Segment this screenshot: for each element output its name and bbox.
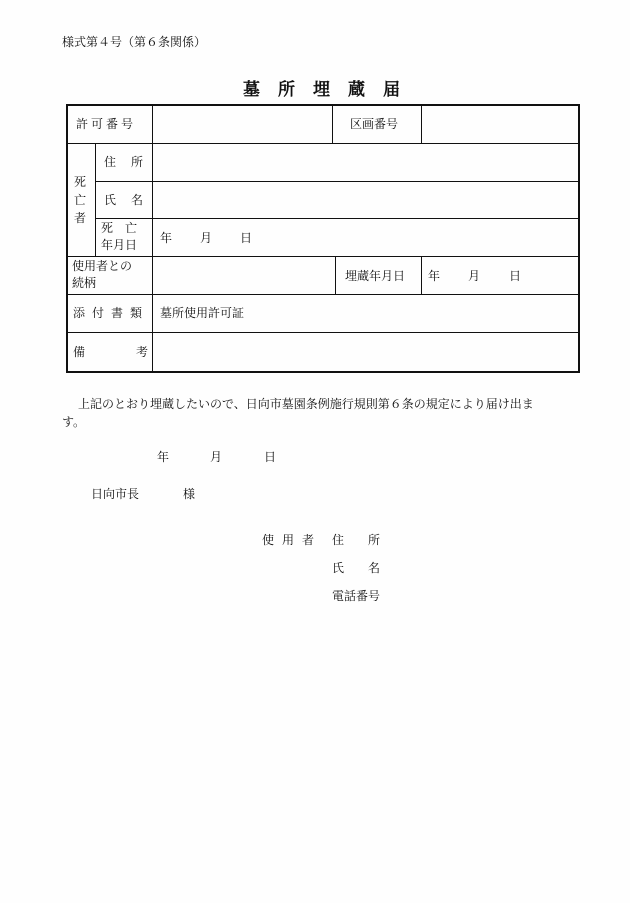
burial-date-label: 埋蔵年月日 [345,269,406,283]
column-divider [332,104,333,143]
applicant-user-label: 使用者 [262,533,323,547]
relation-label-1: 使用者との [72,259,133,273]
applicant-address-label: 住 所 [332,533,381,547]
deceased-label-2: 亡 [74,193,87,207]
submit-month-unit: 月 [210,450,223,464]
relation-field[interactable] [154,258,334,294]
death-year-unit: 年 [160,231,173,245]
addressee: 日向市長 [91,487,140,501]
permit-number-field[interactable] [154,106,332,143]
attachments-value: 墓所使用許可証 [160,306,245,320]
death-day-unit: 日 [240,231,253,245]
deceased-name-field[interactable] [154,183,578,218]
column-divider [152,104,153,373]
relation-label-2: 続柄 [72,276,97,290]
body-text-line-2: す。 [62,415,86,429]
remarks-label-1: 備 [73,345,86,359]
address-label-2: 所 [131,155,144,169]
submit-day-unit: 日 [264,450,277,464]
area-number-label: 区画番号 [350,117,399,131]
applicant-phone-label: 電話番号 [332,589,381,603]
name-label-1: 氏 [104,193,117,207]
deceased-address-field[interactable] [154,145,578,181]
row-divider [66,294,580,295]
row-divider [66,332,580,333]
column-divider [421,104,422,143]
burial-month-unit: 月 [468,269,481,283]
column-divider [335,256,336,294]
body-text-line-1: 上記のとおり埋蔵したいので、日向市墓園条例施行規則第６条の規定により届け出ま [78,397,534,411]
table-border-bottom [66,371,580,373]
death-month-unit: 月 [200,231,213,245]
row-divider [66,143,580,144]
permit-number-label: 許可番号 [76,117,137,131]
document-title: 墓所埋蔵届 [243,80,418,100]
column-divider [421,256,422,294]
death-date-label-1: 死 亡 [101,221,138,235]
area-number-field[interactable] [423,106,578,143]
burial-year-unit: 年 [428,269,441,283]
row-divider [66,256,580,257]
column-divider [95,143,96,256]
deceased-label-1: 死 [74,175,87,189]
form-number-label: 様式第４号（第６条関係） [62,35,207,49]
applicant-name-label: 氏 名 [332,561,381,575]
remarks-field[interactable] [154,334,578,371]
addressee-honorific: 様 [183,487,196,501]
death-date-label-2: 年月日 [101,238,138,252]
submit-year-unit: 年 [157,450,170,464]
row-divider [95,218,580,219]
address-label-1: 住 [104,155,117,169]
row-divider [95,181,580,182]
burial-day-unit: 日 [509,269,522,283]
name-label-2: 名 [131,193,144,207]
deceased-label-3: 者 [74,211,87,225]
remarks-label-2: 考 [136,345,149,359]
attachments-label: 添付書類 [73,306,150,320]
